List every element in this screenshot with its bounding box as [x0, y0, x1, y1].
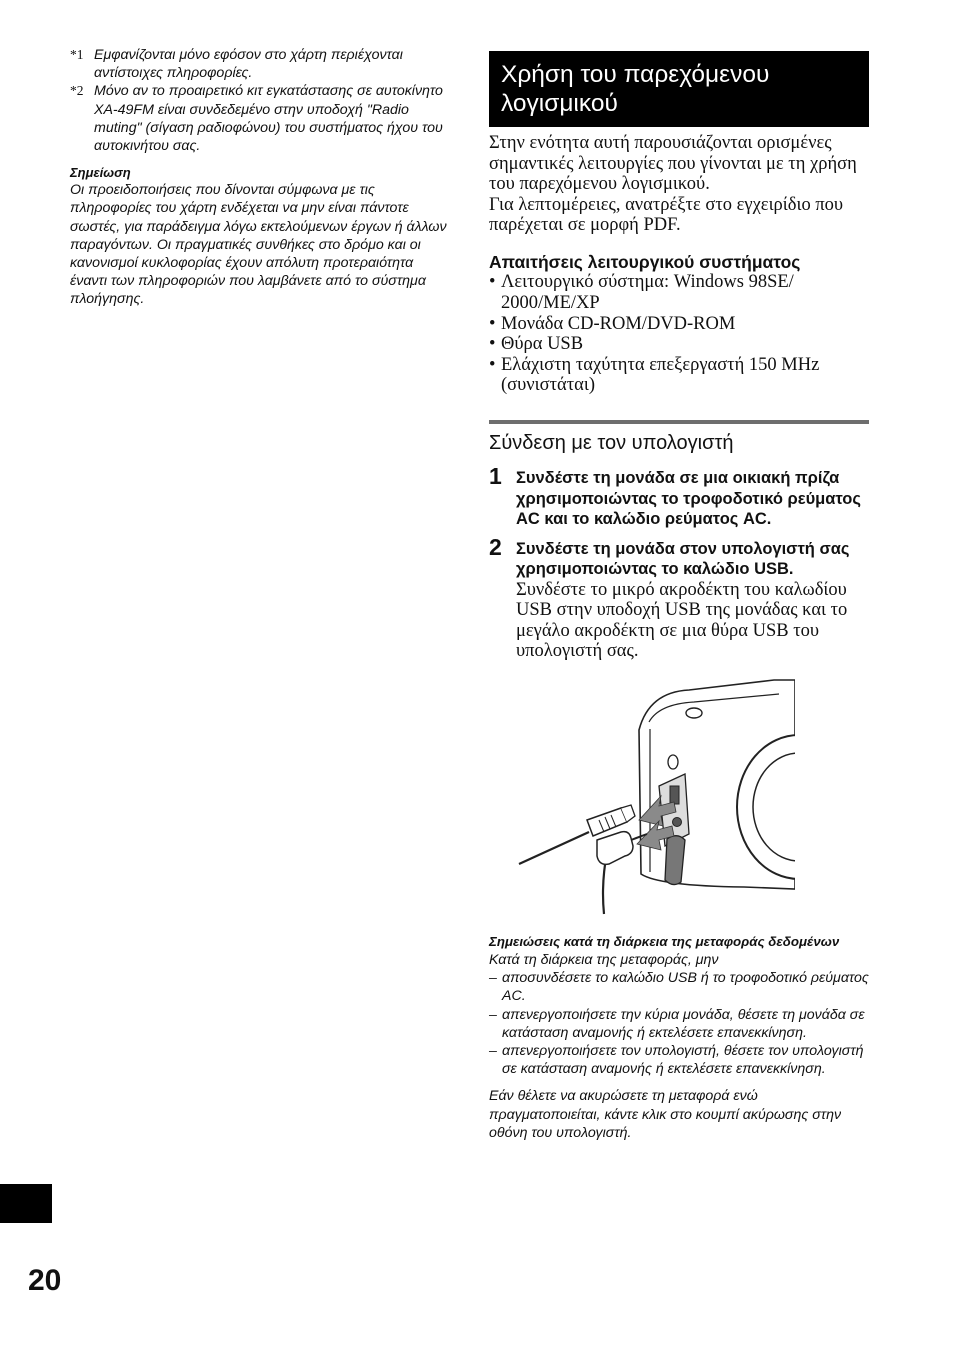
list-item: • Λειτουργικό σύστημα: Windows 98SE/ 2000/ME/XP [489, 272, 869, 313]
list-item: • Μονάδα CD-ROM/DVD-ROM [489, 314, 869, 335]
side-tab [0, 1184, 52, 1223]
usb-port [670, 786, 679, 804]
intro-paragraph: Στην ενότητα αυτή παρουσιάζονται ορισμένες σημαντικές λειτουργίες που γίνονται με τη χρήση του παρεχόμενου λογισμικού. [489, 133, 857, 195]
cancel-note: Εάν θέλετε να ακυρώσετε τη μεταφορά ενώ πραγματοποιείται, κάντε κλικ στο κουμπί ακύρωσης στην οθόνη του υπολογιστή. [489, 1088, 842, 1141]
step-description: Συνδέστε το μικρό ακροδέκτη του καλωδίου USB στην υποδοχή USB της μονάδας και το μεγάλο ακροδέκτη σε μια θύρα USB του υπολογιστή σας. [516, 579, 848, 662]
intro-paragraph: Για λεπτομέρειες, ανατρέξτε στο εγχειρίδιο που παρέχεται σε μορφή PDF. [489, 194, 844, 236]
step-2 [489, 533, 869, 662]
dc-plug [597, 832, 633, 865]
requirements-heading: Απαιτήσεις λειτουργικού συστήματος [489, 251, 801, 272]
footnote-mark: *1 [70, 47, 84, 62]
section-title: Χρήση του παρεχόμενου λογισμικού [489, 51, 869, 127]
list-item: • Ελάχιστη ταχύτητα επεξεργαστή 150 MHz (συνιστάται) [489, 355, 869, 396]
requirements-list [489, 272, 869, 396]
step-title: Συνδέστε τη μονάδα σε μια οικιακή πρίζα χρησιμοποιώντας το τροφοδοτικό ρεύματος AC και το καλώδιο ρεύματος AC. [516, 469, 861, 529]
step-number: 1 [489, 463, 502, 490]
transfer-notes-intro: Κατά τη διάρκεια της μεταφοράς, μην [489, 951, 719, 968]
step-title: Συνδέστε τη μονάδα στον υπολογιστή σας χρησιμοποιώντας το καλώδιο USB. [516, 539, 850, 579]
list-item: • Θύρα USB [489, 334, 869, 355]
connect-heading: Σύνδεση με τον υπολογιστή [489, 432, 734, 455]
dc-port [673, 817, 682, 826]
list-item: – απενεργοποιήσετε τον υπολογιστή, θέσετε τον υπολογιστή σε κατάσταση αναμονής ή εκτελέσετε επανεκκίνηση. [489, 1042, 869, 1078]
footnote [70, 82, 452, 155]
usb-cable [519, 832, 589, 864]
footnote-mark: *2 [70, 83, 84, 99]
note-text: Οι προειδοποιήσεις που δίνονται σύμφωνα με τις πληροφορίες του χάρτη ενδέχεται να μην είναι πάντοτε σωστές, για παράδειγμα λόγω εκτελούμενων έργων ή άλλων παραγόντων. Οι πραγματικές συνθήκες στο δρόμο και οι κανονισμοί κυκλοφορίας έχουν απόλυτη προτεραιότητα έναντι των πληροφοριών που λαμβάνετε από το σύστημα πλοήγησης. [70, 182, 447, 308]
step-1 [489, 463, 869, 530]
step-number: 2 [489, 533, 502, 560]
list-item: – αποσυνδέσετε το καλώδιο USB ή το τροφοδοτικό ρεύματος AC. [489, 969, 869, 1005]
left-column [70, 46, 452, 309]
list-item: – απενεργοποιήσετε την κύρια μονάδα, θέσετε τη μονάδα σε κατάσταση αναμονής ή εκτελέσετε επανεκκίνηση. [489, 1006, 869, 1042]
footnote-text: Εμφανίζονται μόνο εφόσον στο χάρτη περιέχονται αντίστοιχες πληροφορίες. [94, 47, 403, 82]
right-column [489, 51, 869, 1142]
footnote [70, 46, 452, 82]
footnote-text: Μόνο αν το προαιρετικό κιτ εγκατάστασης σε αυτοκίνητο XA-49FM είναι συνδεδεμένο στην υποδοχή "Radio muting" (σίγαση ραδιοφώνου) του συστήματος ήχου του αυτοκινήτου σας. [94, 83, 443, 155]
page-number: 20 [28, 1264, 62, 1297]
indicator-light [668, 755, 678, 769]
transfer-notes-heading: Σημειώσεις κατά τη διάρκεια της μεταφοράς δεδομένων [489, 933, 840, 949]
device-top-hole [686, 708, 702, 718]
usb-connection-illustration [489, 674, 869, 919]
port-cover-flap [665, 836, 685, 885]
note-heading: Σημείωση [70, 165, 131, 181]
